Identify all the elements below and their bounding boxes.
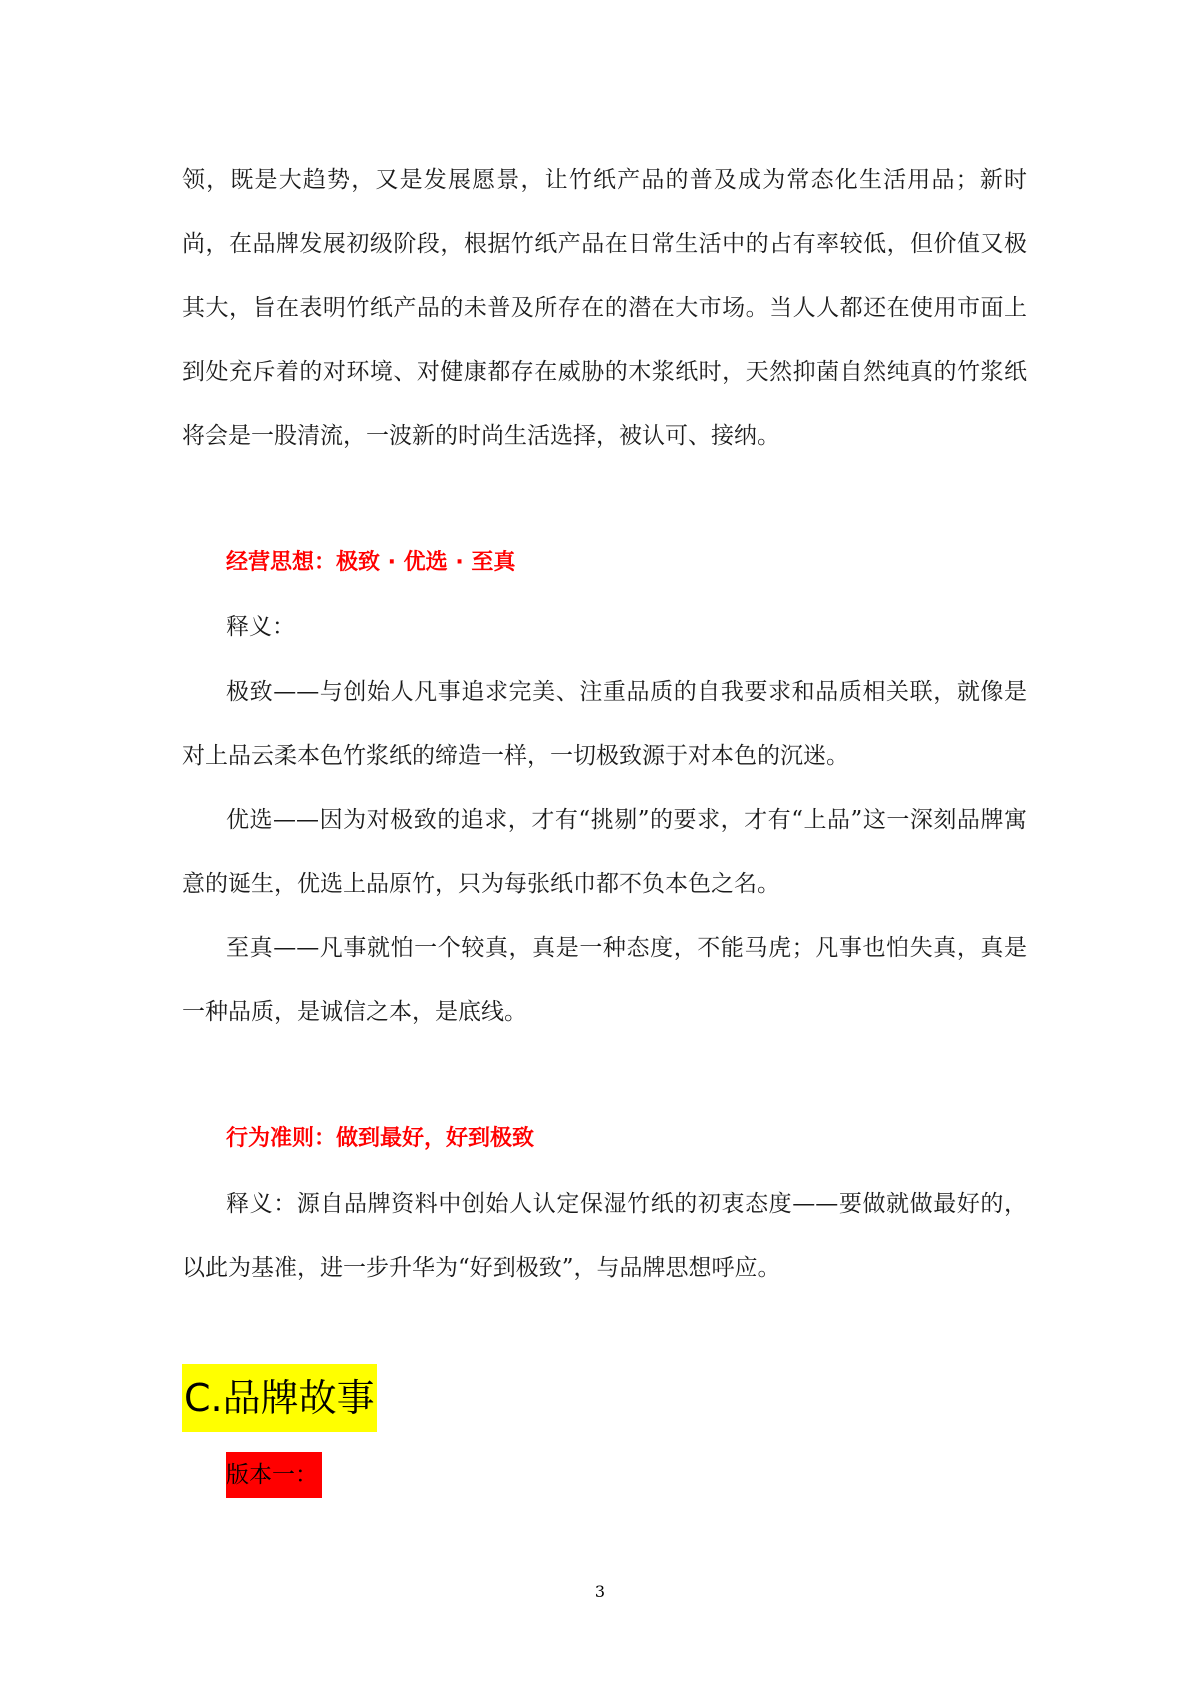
brand-story-section-title: C.品牌故事 xyxy=(182,1364,377,1432)
philosophy-item-jizhi: 极致——与创始人凡事追求完美、注重品质的自我要求和品质相关联，就像是对上品云柔本色竹浆纸的缔造一样，一切极致源于对本色的沉迷。 xyxy=(182,679,1027,769)
business-philosophy-heading: 经营思想：极致 · 优选 · 至真 xyxy=(226,550,516,575)
intro-paragraph: 领，既是大趋势，又是发展愿景，让竹纸产品的普及成为常态化生活用品；新时尚，在品牌发展初级阶段，根据竹纸产品在日常生活中的占有率较低，但价值又极其大，旨在表明竹纸产品的未普及所存在的潜在大市场。当人人都还在使用市面上到处充斥着的对环境、对健康都存在威胁的木浆纸时，天然抑菌自然纯真的竹浆纸将会是一股清流，一波新的时尚生活选择，被认可、接纳。 xyxy=(182,167,1027,449)
philosophy-item-zhizhen: 至真——凡事就怕一个较真，真是一种态度，不能马虎；凡事也怕失真，真是一种品质，是诚信之本，是底线。 xyxy=(182,935,1027,1025)
philosophy-item-youxuan: 优选——因为对极致的追求，才有“挑剔”的要求，才有“上品”这一深刻品牌寓意的诞生，优选上品原竹，只为每张纸巾都不负本色之名。 xyxy=(182,807,1027,897)
page-number: 3 xyxy=(594,1582,606,1601)
code-of-conduct-definition: 释义：源自品牌资料中创始人认定保湿竹纸的初衷态度——要做就做最好的，以此为基准，进一步升华为“好到极致”，与品牌思想呼应。 xyxy=(182,1191,1027,1281)
business-philosophy-definition-label: 释义： xyxy=(226,614,295,640)
version-one-label: 版本一： xyxy=(226,1452,322,1498)
code-of-conduct-heading: 行为准则：做到最好，好到极致 xyxy=(226,1126,535,1151)
